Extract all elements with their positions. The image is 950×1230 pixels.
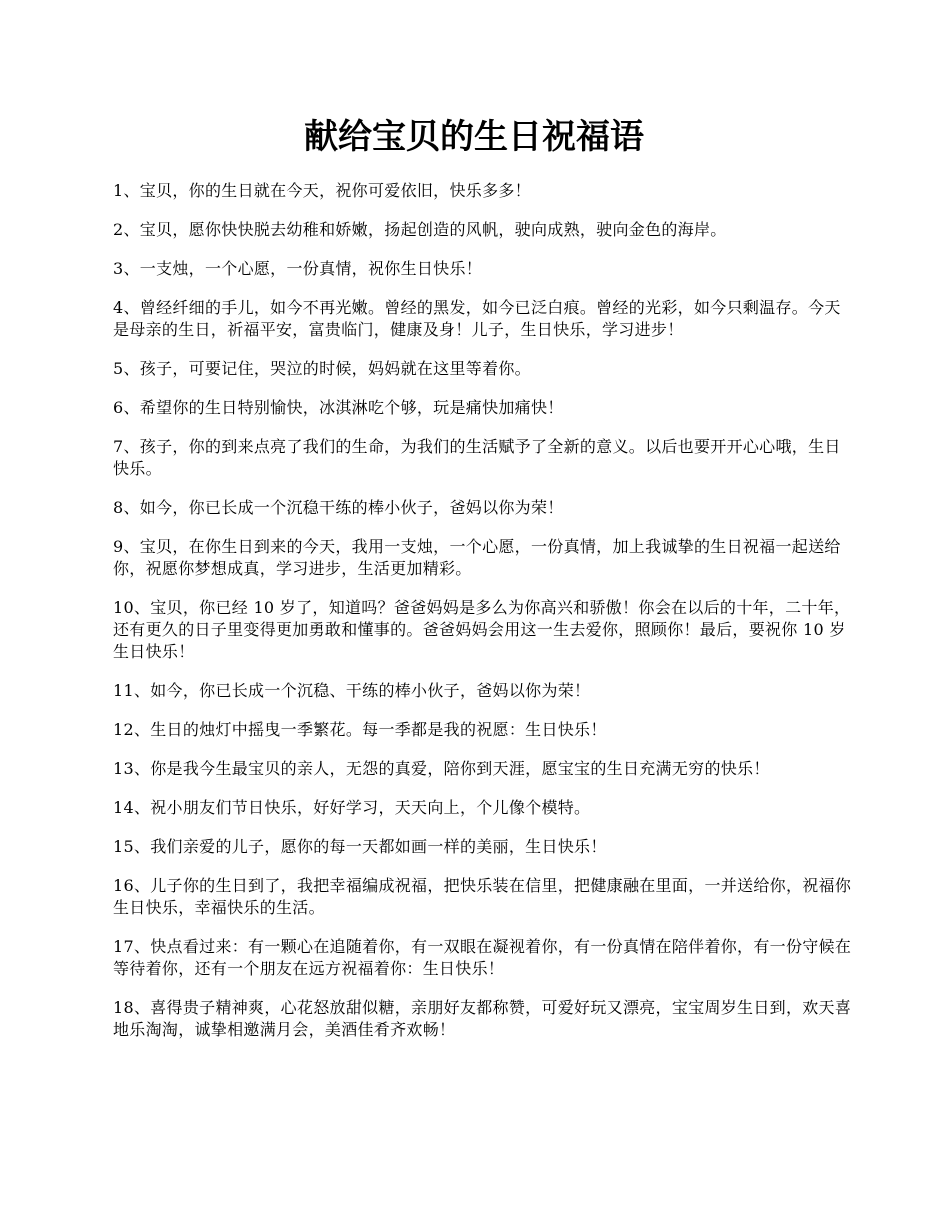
document-title: 献给宝贝的生日祝福语 xyxy=(304,117,644,157)
paragraph-17: 17、快点看过来：有一颗心在追随着你，有一双眼在凝视着你，有一份真情在陪伴着你，有一份守候在等待着你，还有一个朋友在远方祝福着你：生日快乐！ xyxy=(113,937,852,978)
paragraph-7: 7、孩子，你的到来点亮了我们的生命，为我们的生活赋予了全新的意义。以后也要开开心心哦，生日快乐。 xyxy=(113,437,841,478)
paragraph-3: 3、一支烛，一个心愿，一份真情，祝你生日快乐！ xyxy=(113,259,483,278)
paragraph-18: 18、喜得贵子精神爽，心花怒放甜似糖，亲朋好友都称赞，可爱好玩又漂亮，宝宝周岁生日到，欢天喜地乐淘淘，诚挚相邀满月会，美酒佳肴齐欢畅！ xyxy=(113,998,852,1039)
paragraph-10: 10、宝贝，你已经 10 岁了，知道吗？爸爸妈妈是多么为你高兴和骄傲！你会在以后的十年，二十年，还有更久的日子里变得更加勇敢和懂事的。爸爸妈妈会用这一生去爱你，照顾你！最后，要祝你 10 岁生日快乐！ xyxy=(113,598,851,661)
paragraph-9: 9、宝贝，在你生日到来的今天，我用一支烛，一个心愿，一份真情，加上我诚挚的生日祝福一起送给你，祝愿你梦想成真，学习进步，生活更加精彩。 xyxy=(113,537,841,578)
paragraph-5: 5、孩子，可要记住，哭泣的时候，妈妈就在这里等着你。 xyxy=(113,359,531,378)
paragraph-2: 2、宝贝，愿你快快脱去幼稚和娇嫩，扬起创造的风帆，驶向成熟，驶向金色的海岸。 xyxy=(113,220,727,239)
paragraph-8: 8、如今，你已长成一个沉稳干练的棒小伙子，爸妈以你为荣！ xyxy=(113,498,564,517)
paragraph-12: 12、生日的烛灯中摇曳一季繁花。每一季都是我的祝愿：生日快乐！ xyxy=(113,720,607,739)
paragraph-6: 6、希望你的生日特别愉快，冰淇淋吃个够，玩是痛快加痛快！ xyxy=(113,398,564,417)
paragraph-14: 14、祝小朋友们节日快乐，好好学习，天天向上，个儿像个模特。 xyxy=(113,798,591,817)
paragraph-1: 1、宝贝，你的生日就在今天，祝你可爱依旧，快乐多多！ xyxy=(113,181,531,200)
paragraph-11: 11、如今，你已长成一个沉稳、干练的棒小伙子，爸妈以你为荣！ xyxy=(113,681,591,700)
paragraph-13: 13、你是我今生最宝贝的亲人，无怨的真爱，陪你到天涯，愿宝宝的生日充满无穷的快乐！ xyxy=(113,759,770,778)
paragraph-16: 16、儿子你的生日到了，我把幸福编成祝福，把快乐装在信里，把健康融在里面，一并送给你，祝福你生日快乐，幸福快乐的生活。 xyxy=(113,876,852,917)
paragraph-4: 4、曾经纤细的手儿，如今不再光嫩。曾经的黑发，如今已泛白痕。曾经的光彩，如今只剩温存。今天是母亲的生日，祈福平安，富贵临门，健康及身！儿子，生日快乐，学习进步！ xyxy=(113,298,841,339)
paragraph-15: 15、我们亲爱的儿子，愿你的每一天都如画一样的美丽，生日快乐！ xyxy=(113,837,607,856)
document-body xyxy=(113,180,855,1041)
